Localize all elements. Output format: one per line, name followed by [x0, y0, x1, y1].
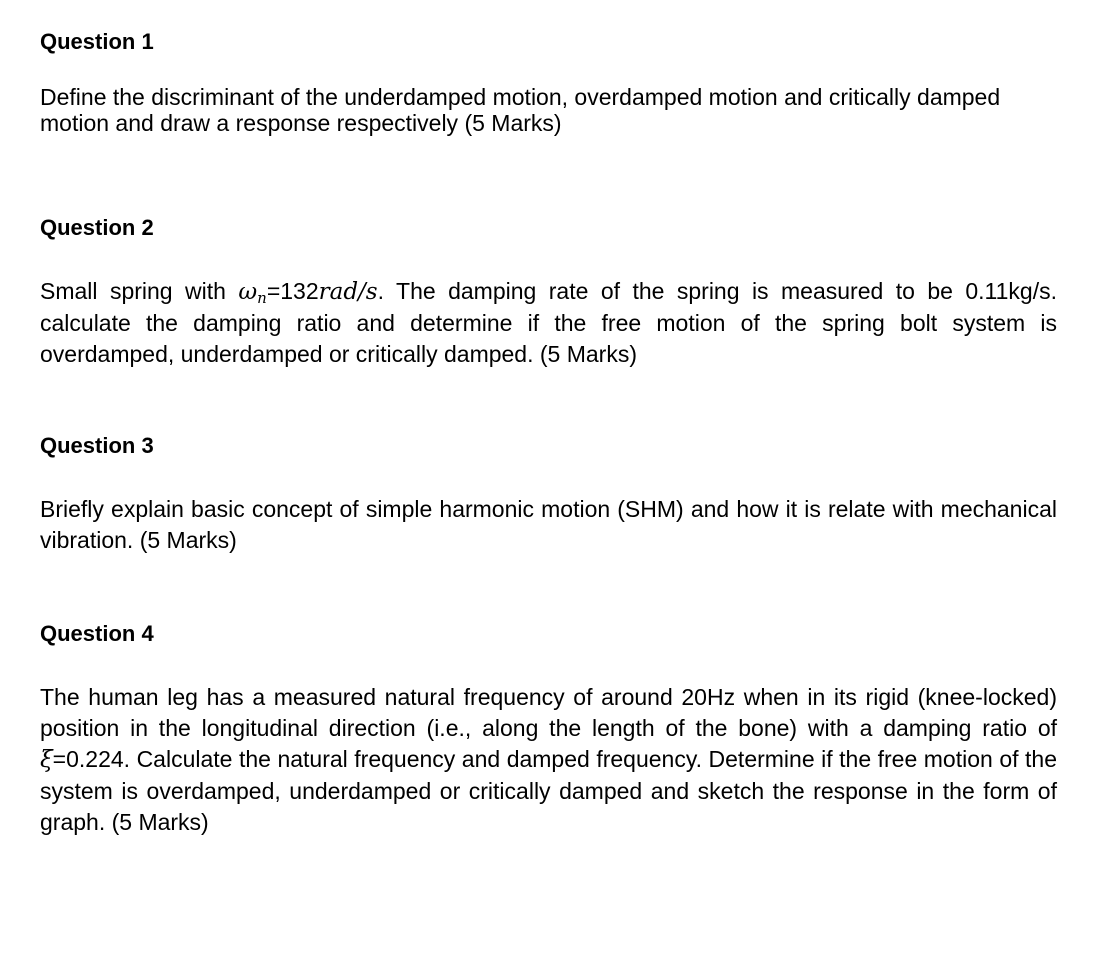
- natural-frequency-units: rad/s: [318, 279, 378, 305]
- question-1: [40, 28, 1057, 136]
- question-3: [40, 432, 1057, 556]
- natural-frequency-value: =132: [266, 278, 319, 304]
- question-2-body: [40, 276, 1057, 370]
- question-1-body: Define the discriminant of the underdamped motion, overdamped motion and critically damped motion and draw a response respectively (5 Marks): [40, 84, 1001, 136]
- question-2-text-before: Small spring with: [40, 278, 239, 304]
- question-3-body: Briefly explain basic concept of simple harmonic motion (SHM) and how it is relate with mechanical vibration. (5 Marks): [40, 496, 1057, 553]
- omega-n-symbol: [238, 279, 266, 305]
- question-2-text-after: . The damping rate of the spring is measured to be 0.11kg/s. calculate the damping ratio and determine if the free motion of the spring bolt system is overdamped, underdamped or critically damped. (5 Marks): [40, 278, 1057, 367]
- question-2: [40, 214, 1057, 370]
- omega-subscript: n: [257, 289, 267, 307]
- question-1-heading: Question 1: [40, 29, 154, 54]
- omega-symbol: ω: [238, 279, 258, 305]
- question-3-heading: Question 3: [40, 433, 154, 458]
- xi-symbol: ξ: [40, 747, 53, 773]
- question-4-text-before: The human leg has a measured natural frequency of around 20Hz when in its rigid (knee-locked) position in the longitudinal direction (i.e., along the length of the bone) with a damping ratio of: [40, 684, 1057, 741]
- question-2-heading: Question 2: [40, 215, 154, 240]
- question-4-text-after: =0.224. Calculate the natural frequency and damped frequency. Determine if the free motion of the system is overdamped, underdamped or critically damped and sketch the response in the form of graph. (5 Marks): [40, 746, 1057, 835]
- question-4-heading: Question 4: [40, 621, 154, 646]
- question-4: [40, 620, 1057, 838]
- question-4-body: [40, 682, 1057, 838]
